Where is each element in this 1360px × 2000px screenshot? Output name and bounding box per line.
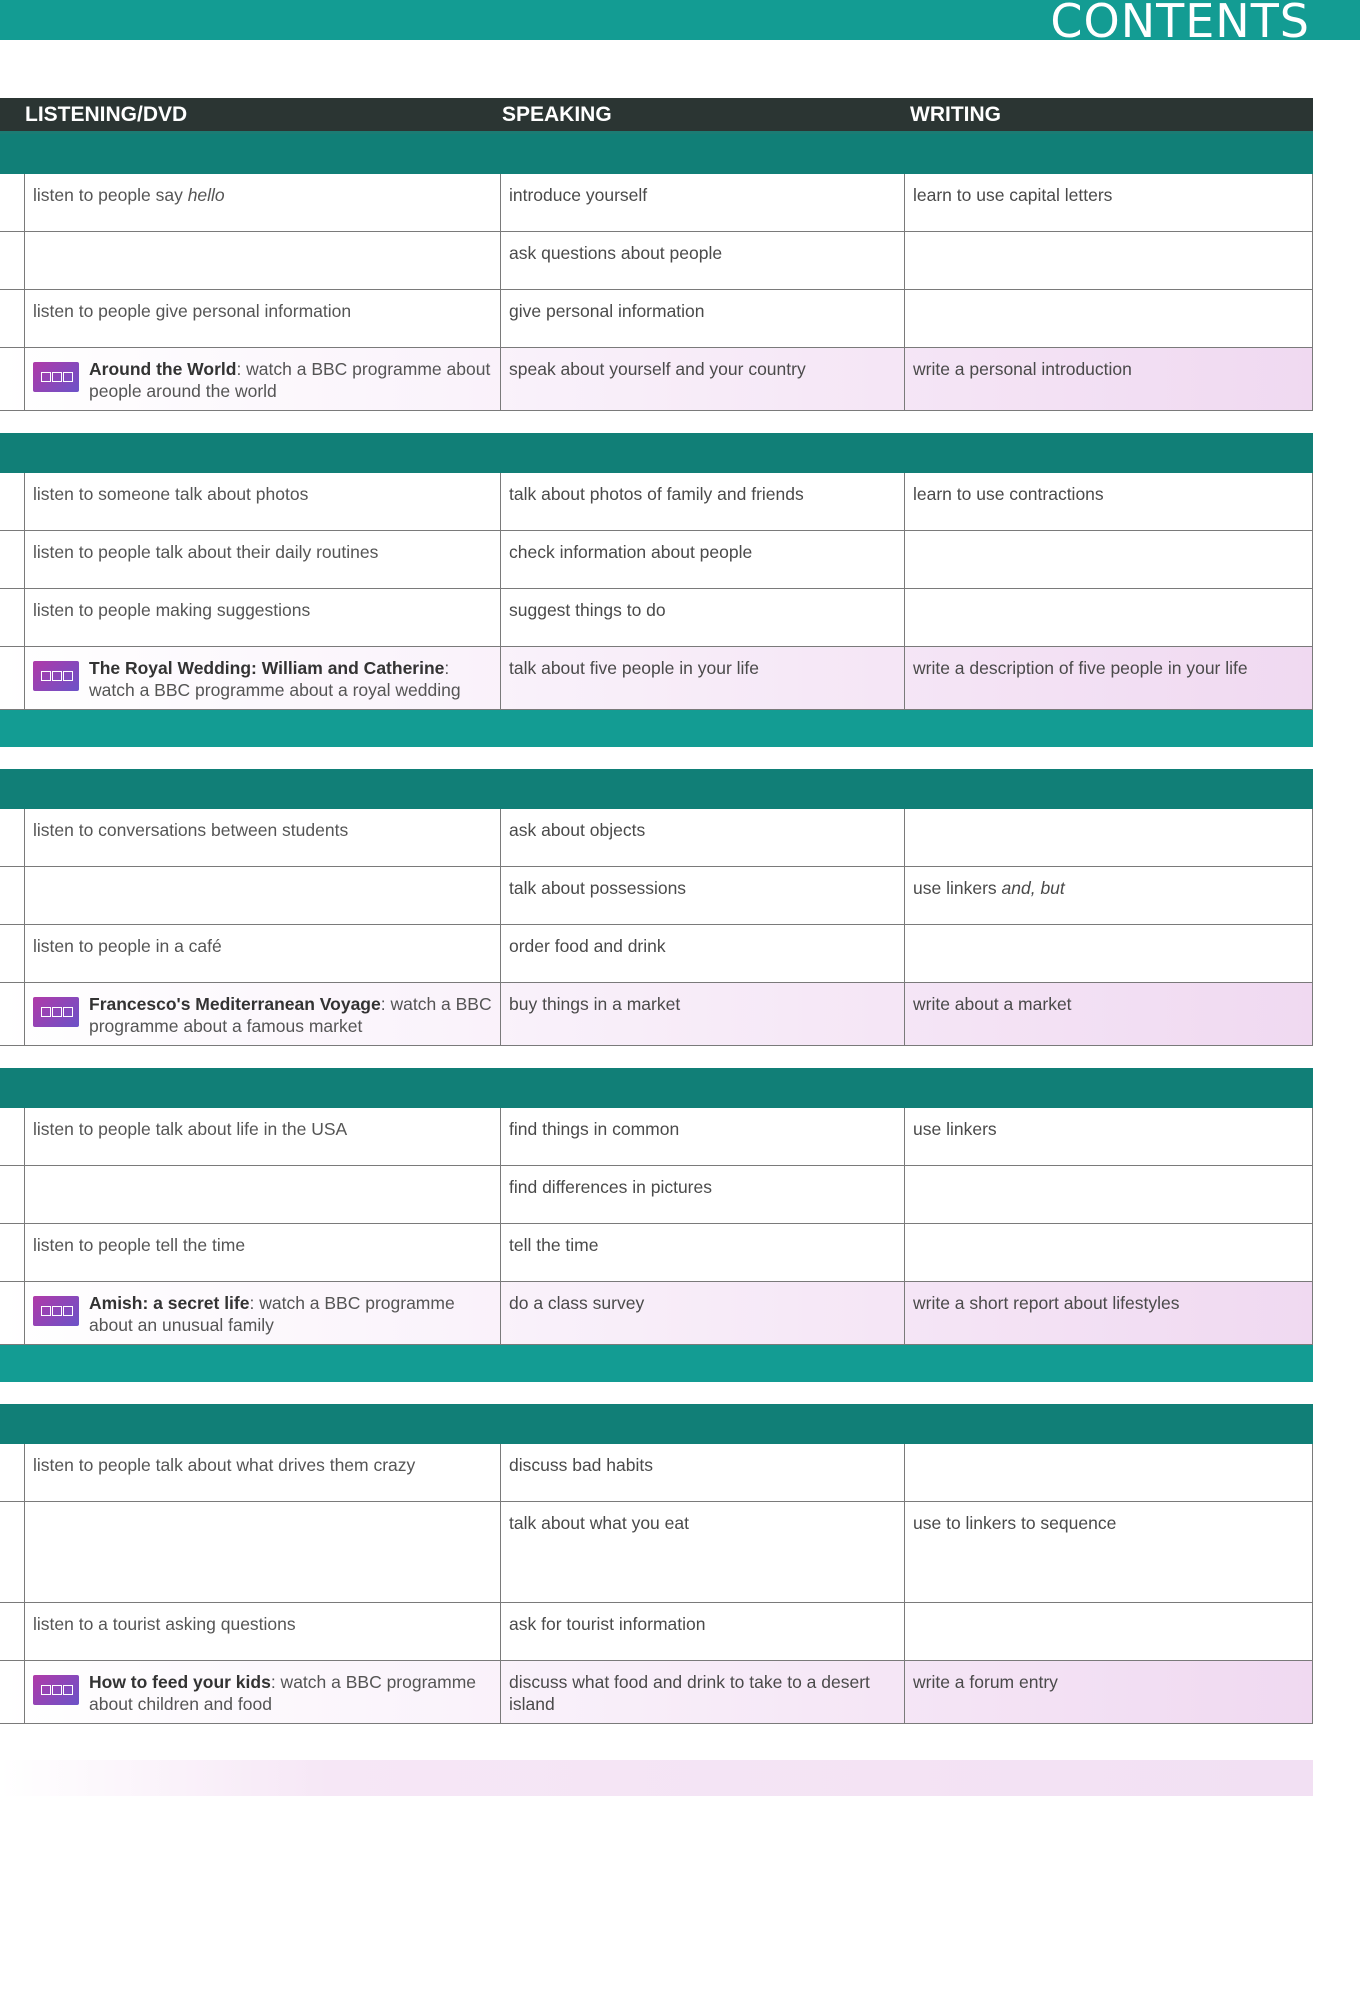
table-row (0, 1444, 1313, 1502)
listening-cell (25, 1444, 501, 1501)
dvd-description (89, 993, 492, 1037)
row-lead (0, 232, 25, 289)
table-row (0, 1108, 1313, 1166)
listening-cell (25, 1502, 501, 1602)
writing-cell (905, 232, 1313, 289)
row-lead (0, 1603, 25, 1660)
writing-cell (905, 473, 1313, 530)
speaking-cell (501, 290, 905, 347)
row-lead (0, 290, 25, 347)
writing-cell (905, 1444, 1313, 1501)
row-lead (0, 1224, 25, 1281)
row-lead (0, 174, 25, 231)
speaking-text: give personal information (509, 301, 705, 321)
writing-cell (905, 531, 1313, 588)
table-row (0, 232, 1313, 290)
dvd-title: Amish: a secret life (89, 1293, 250, 1313)
writing-text: write a forum entry (913, 1672, 1058, 1692)
writing-cell (905, 1502, 1313, 1602)
listening-text: listen to conversations between students (33, 820, 349, 840)
dvd-row (0, 983, 1313, 1046)
row-lead (0, 589, 25, 646)
writing-text: learn to use contractions (913, 484, 1104, 504)
column-header-speaking: SPEAKING (502, 102, 612, 126)
speaking-cell (501, 1282, 905, 1344)
speaking-cell (501, 348, 905, 410)
listening-text: listen to people tell the time (33, 1235, 246, 1255)
bbc-logo-icon (33, 997, 79, 1027)
row-lead (0, 1108, 25, 1165)
speaking-cell (501, 531, 905, 588)
speaking-cell (501, 1444, 905, 1501)
speaking-text: talk about what you eat (509, 1513, 689, 1533)
listening-cell (25, 1661, 501, 1723)
row-lead (0, 1166, 25, 1223)
writing-text: write a description of five people in your life (913, 658, 1248, 678)
dvd-title: How to feed your kids (89, 1672, 271, 1692)
table-row (0, 531, 1313, 589)
dvd-title: Around the World (89, 359, 237, 379)
speaking-text: talk about photos of family and friends (509, 484, 804, 504)
speaking-text: buy things in a market (509, 994, 681, 1014)
listening-text: listen to people talk about what drives them crazy (33, 1455, 416, 1475)
listening-cell (25, 348, 501, 410)
unit-bar (0, 433, 1313, 473)
speaking-text: ask questions about people (509, 243, 723, 263)
speaking-text: talk about five people in your life (509, 658, 760, 678)
dvd-desc: : watch a BBC programme about children and food (89, 1672, 477, 1714)
listening-cell (25, 809, 501, 866)
speaking-cell (501, 232, 905, 289)
speaking-cell (501, 867, 905, 924)
table-row (0, 290, 1313, 348)
row-lead (0, 531, 25, 588)
table-row (0, 589, 1313, 647)
writing-text: use linkers (913, 1119, 997, 1139)
listening-text: listen to people talk about their daily routines (33, 542, 379, 562)
speaking-cell (501, 1603, 905, 1660)
writing-text: write a personal introduction (913, 359, 1132, 379)
column-header-writing: WRITING (910, 102, 1001, 126)
unit-gap (0, 1382, 1313, 1404)
writing-text: learn to use capital letters (913, 185, 1113, 205)
bottom-band (0, 1760, 1313, 1796)
row-lead (0, 473, 25, 530)
dvd-desc: : watch a BBC programme about a famous market (89, 994, 492, 1036)
table-header (0, 98, 1313, 134)
listening-cell (25, 867, 501, 924)
speaking-cell (501, 1166, 905, 1223)
row-lead (0, 348, 25, 410)
row-lead (0, 1444, 25, 1501)
contents-table (0, 98, 1313, 1724)
dvd-row (0, 647, 1313, 710)
page-title: CONTENTS (1050, 0, 1310, 48)
table-row (0, 925, 1313, 983)
speaking-text: talk about possessions (509, 878, 687, 898)
dvd-description (89, 657, 492, 701)
listening-text: listen to a tourist asking questions (33, 1614, 296, 1634)
dvd-description (89, 1292, 492, 1336)
speaking-cell (501, 647, 905, 709)
speaking-text: check information about people (509, 542, 753, 562)
speaking-text: suggest things to do (509, 600, 666, 620)
speaking-text: tell the time (509, 1235, 599, 1255)
listening-cell (25, 473, 501, 530)
table-row (0, 809, 1313, 867)
listening-cell (25, 1282, 501, 1344)
row-lead (0, 1502, 25, 1602)
table-row (0, 1502, 1313, 1603)
row-lead (0, 925, 25, 982)
table-row (0, 867, 1313, 925)
writing-cell (905, 983, 1313, 1045)
dvd-row (0, 348, 1313, 411)
speaking-text: ask about objects (509, 820, 646, 840)
speaking-cell (501, 1108, 905, 1165)
unit-gap (0, 411, 1313, 433)
unit-gap (0, 1046, 1313, 1068)
dvd-desc: : watch a BBC programme about an unusual family (89, 1293, 455, 1335)
listening-text: listen to people say (33, 185, 188, 205)
speaking-text: find things in common (509, 1119, 680, 1139)
unit-footer (0, 1345, 1313, 1382)
table-row (0, 1224, 1313, 1282)
listening-text: listen to people making suggestions (33, 600, 311, 620)
listening-cell (25, 531, 501, 588)
speaking-text: discuss bad habits (509, 1455, 653, 1475)
listening-cell (25, 589, 501, 646)
unit-bar (0, 1068, 1313, 1108)
writing-text: use to linkers to sequence (913, 1513, 1117, 1533)
listening-cell (25, 1108, 501, 1165)
dvd-row (0, 1282, 1313, 1345)
listening-cell (25, 1224, 501, 1281)
writing-cell (905, 1108, 1313, 1165)
speaking-cell (501, 1502, 905, 1602)
listening-text: listen to people in a café (33, 936, 222, 956)
row-lead (0, 1661, 25, 1723)
speaking-text: discuss what food and drink to take to a desert island (509, 1672, 870, 1714)
table-row (0, 1603, 1313, 1661)
dvd-desc: : watch a BBC programme about a royal wedding (89, 658, 461, 700)
dvd-title: The Royal Wedding: William and Catherine (89, 658, 445, 678)
writing-cell (905, 1224, 1313, 1281)
dvd-title: Francesco's Mediterranean Voyage (89, 994, 381, 1014)
speaking-cell (501, 1224, 905, 1281)
bbc-logo-icon (33, 661, 79, 691)
writing-cell (905, 809, 1313, 866)
table-row (0, 174, 1313, 232)
row-lead (0, 983, 25, 1045)
dvd-desc: : watch a BBC programme about people around the world (89, 359, 491, 401)
speaking-text: find differences in pictures (509, 1177, 712, 1197)
row-lead (0, 809, 25, 866)
dvd-row (0, 1661, 1313, 1724)
speaking-cell (501, 174, 905, 231)
writing-cell (905, 348, 1313, 410)
unit-bar (0, 769, 1313, 809)
writing-text: use linkers (913, 878, 1002, 898)
writing-cell (905, 867, 1313, 924)
listening-cell (25, 647, 501, 709)
top-banner (0, 0, 1360, 48)
listening-cell (25, 290, 501, 347)
listening-cell (25, 232, 501, 289)
speaking-cell (501, 983, 905, 1045)
units-container (0, 134, 1313, 1724)
speaking-text: introduce yourself (509, 185, 648, 205)
speaking-cell (501, 589, 905, 646)
writing-cell (905, 290, 1313, 347)
writing-cell (905, 1282, 1313, 1344)
listening-cell (25, 174, 501, 231)
unit-bar (0, 1404, 1313, 1444)
bbc-logo-icon (33, 362, 79, 392)
listening-cell (25, 1603, 501, 1660)
listening-text: listen to people talk about life in the USA (33, 1119, 348, 1139)
column-header-listening: LISTENING/DVD (25, 102, 188, 126)
speaking-cell (501, 925, 905, 982)
speaking-text: speak about yourself and your country (509, 359, 806, 379)
writing-cell (905, 1661, 1313, 1723)
writing-cell (905, 1166, 1313, 1223)
speaking-cell (501, 473, 905, 530)
speaking-cell (501, 1661, 905, 1723)
listening-cell (25, 983, 501, 1045)
listening-cell (25, 1166, 501, 1223)
writing-text: write a short report about lifestyles (913, 1293, 1180, 1313)
writing-cell (905, 589, 1313, 646)
row-lead (0, 1282, 25, 1344)
writing-cell (905, 174, 1313, 231)
writing-italic: and, but (1001, 878, 1065, 898)
listening-cell (25, 925, 501, 982)
speaking-text: do a class survey (509, 1293, 645, 1313)
speaking-text: order food and drink (509, 936, 666, 956)
row-lead (0, 647, 25, 709)
dvd-description (89, 358, 492, 402)
dvd-description (89, 1671, 492, 1715)
unit-bar (0, 134, 1313, 174)
table-row (0, 473, 1313, 531)
listening-text: listen to someone talk about photos (33, 484, 309, 504)
writing-text: write about a market (913, 994, 1072, 1014)
table-row (0, 1166, 1313, 1224)
speaking-text: ask for tourist information (509, 1614, 706, 1634)
writing-cell (905, 647, 1313, 709)
unit-gap (0, 747, 1313, 769)
unit-footer (0, 710, 1313, 747)
writing-cell (905, 1603, 1313, 1660)
listening-text: listen to people give personal information (33, 301, 352, 321)
listening-italic: hello (187, 185, 225, 205)
speaking-cell (501, 809, 905, 866)
bbc-logo-icon (33, 1675, 79, 1705)
bbc-logo-icon (33, 1296, 79, 1326)
row-lead (0, 867, 25, 924)
writing-cell (905, 925, 1313, 982)
